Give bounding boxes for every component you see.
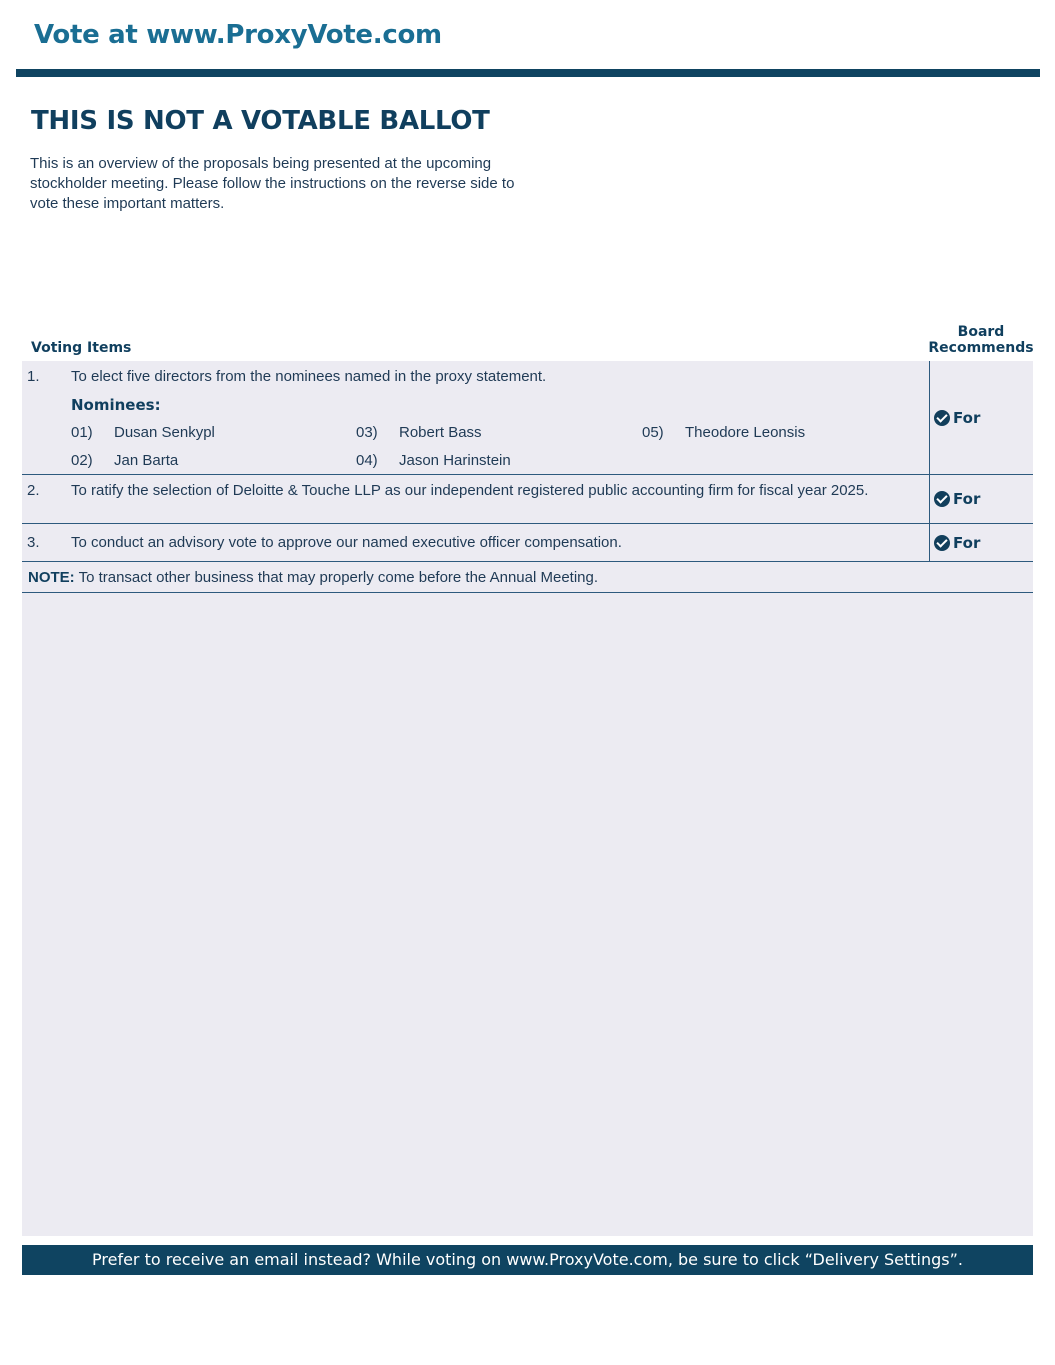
voting-item-2 xyxy=(22,475,1033,524)
nominee-01 xyxy=(71,424,215,441)
voting-items-panel xyxy=(22,361,1033,1236)
check-circle-icon xyxy=(934,410,950,426)
item-text: To elect five directors from the nominees named in the proxy statement. xyxy=(71,368,547,385)
nominee-number: 05) xyxy=(642,424,664,441)
nominee-number: 01) xyxy=(71,424,93,441)
nominee-number: 04) xyxy=(356,452,378,469)
recommendation-cell xyxy=(929,524,1033,561)
header-rule xyxy=(16,69,1040,77)
nominee-05 xyxy=(642,424,805,441)
recommendation xyxy=(934,534,980,552)
nominee-number: 02) xyxy=(71,452,93,469)
intro-text: This is an overview of the proposals being presented at the upcoming stockholder meeting. Please follow the instructions on the reverse side to vote these important matters. xyxy=(30,155,515,212)
note-body: To transact other business that may properly come before the Annual Meeting. xyxy=(74,569,599,586)
check-circle-icon xyxy=(934,535,950,551)
ballot-heading: THIS IS NOT A VOTABLE BALLOT xyxy=(31,106,490,136)
item-number: 1. xyxy=(27,368,40,385)
recommendation xyxy=(934,409,980,427)
recommendation xyxy=(934,490,980,508)
nominees-label: Nominees: xyxy=(71,396,161,414)
note-text xyxy=(28,569,598,586)
board-recommends-header xyxy=(925,324,1037,356)
check-circle-icon xyxy=(934,491,950,507)
recommendation-label: For xyxy=(953,408,981,427)
nominee-name: Dusan Senkypl xyxy=(114,424,215,441)
nominee-03 xyxy=(356,424,482,441)
recommendation-label: For xyxy=(953,533,981,552)
board-recommends-line1: Board xyxy=(957,324,1005,340)
item-text: To conduct an advisory vote to approve our named executive officer compensation. xyxy=(71,534,622,551)
voting-items-header: Voting Items xyxy=(31,340,132,356)
board-recommends-line2: Recommends xyxy=(928,340,1034,356)
note-row xyxy=(22,562,1033,593)
recommendation-cell xyxy=(929,361,1033,474)
nominee-number: 03) xyxy=(356,424,378,441)
nominee-name: Theodore Leonsis xyxy=(685,424,806,441)
nominee-name: Robert Bass xyxy=(399,424,482,441)
voting-item-1 xyxy=(22,361,1033,475)
recommendation-label: For xyxy=(953,490,981,508)
nominee-04 xyxy=(356,452,511,469)
nominee-name: Jason Harinstein xyxy=(399,452,511,469)
item-number: 2. xyxy=(27,482,40,499)
item-number: 3. xyxy=(27,534,40,551)
nominee-02 xyxy=(71,452,178,469)
voting-item-3 xyxy=(22,524,1033,562)
item-text: To ratify the selection of Deloitte & Touche LLP as our independent registered public accounting firm for fiscal year 2025. xyxy=(71,482,869,499)
recommendation-cell xyxy=(929,475,1033,523)
footer-banner: Prefer to receive an email instead? While voting on www.ProxyVote.com, be sure to click “Delivery Settings”. xyxy=(22,1245,1033,1275)
note-label: NOTE: xyxy=(28,569,75,586)
header-title[interactable]: Vote at www.ProxyVote.com xyxy=(34,20,442,50)
nominee-name: Jan Barta xyxy=(114,452,179,469)
